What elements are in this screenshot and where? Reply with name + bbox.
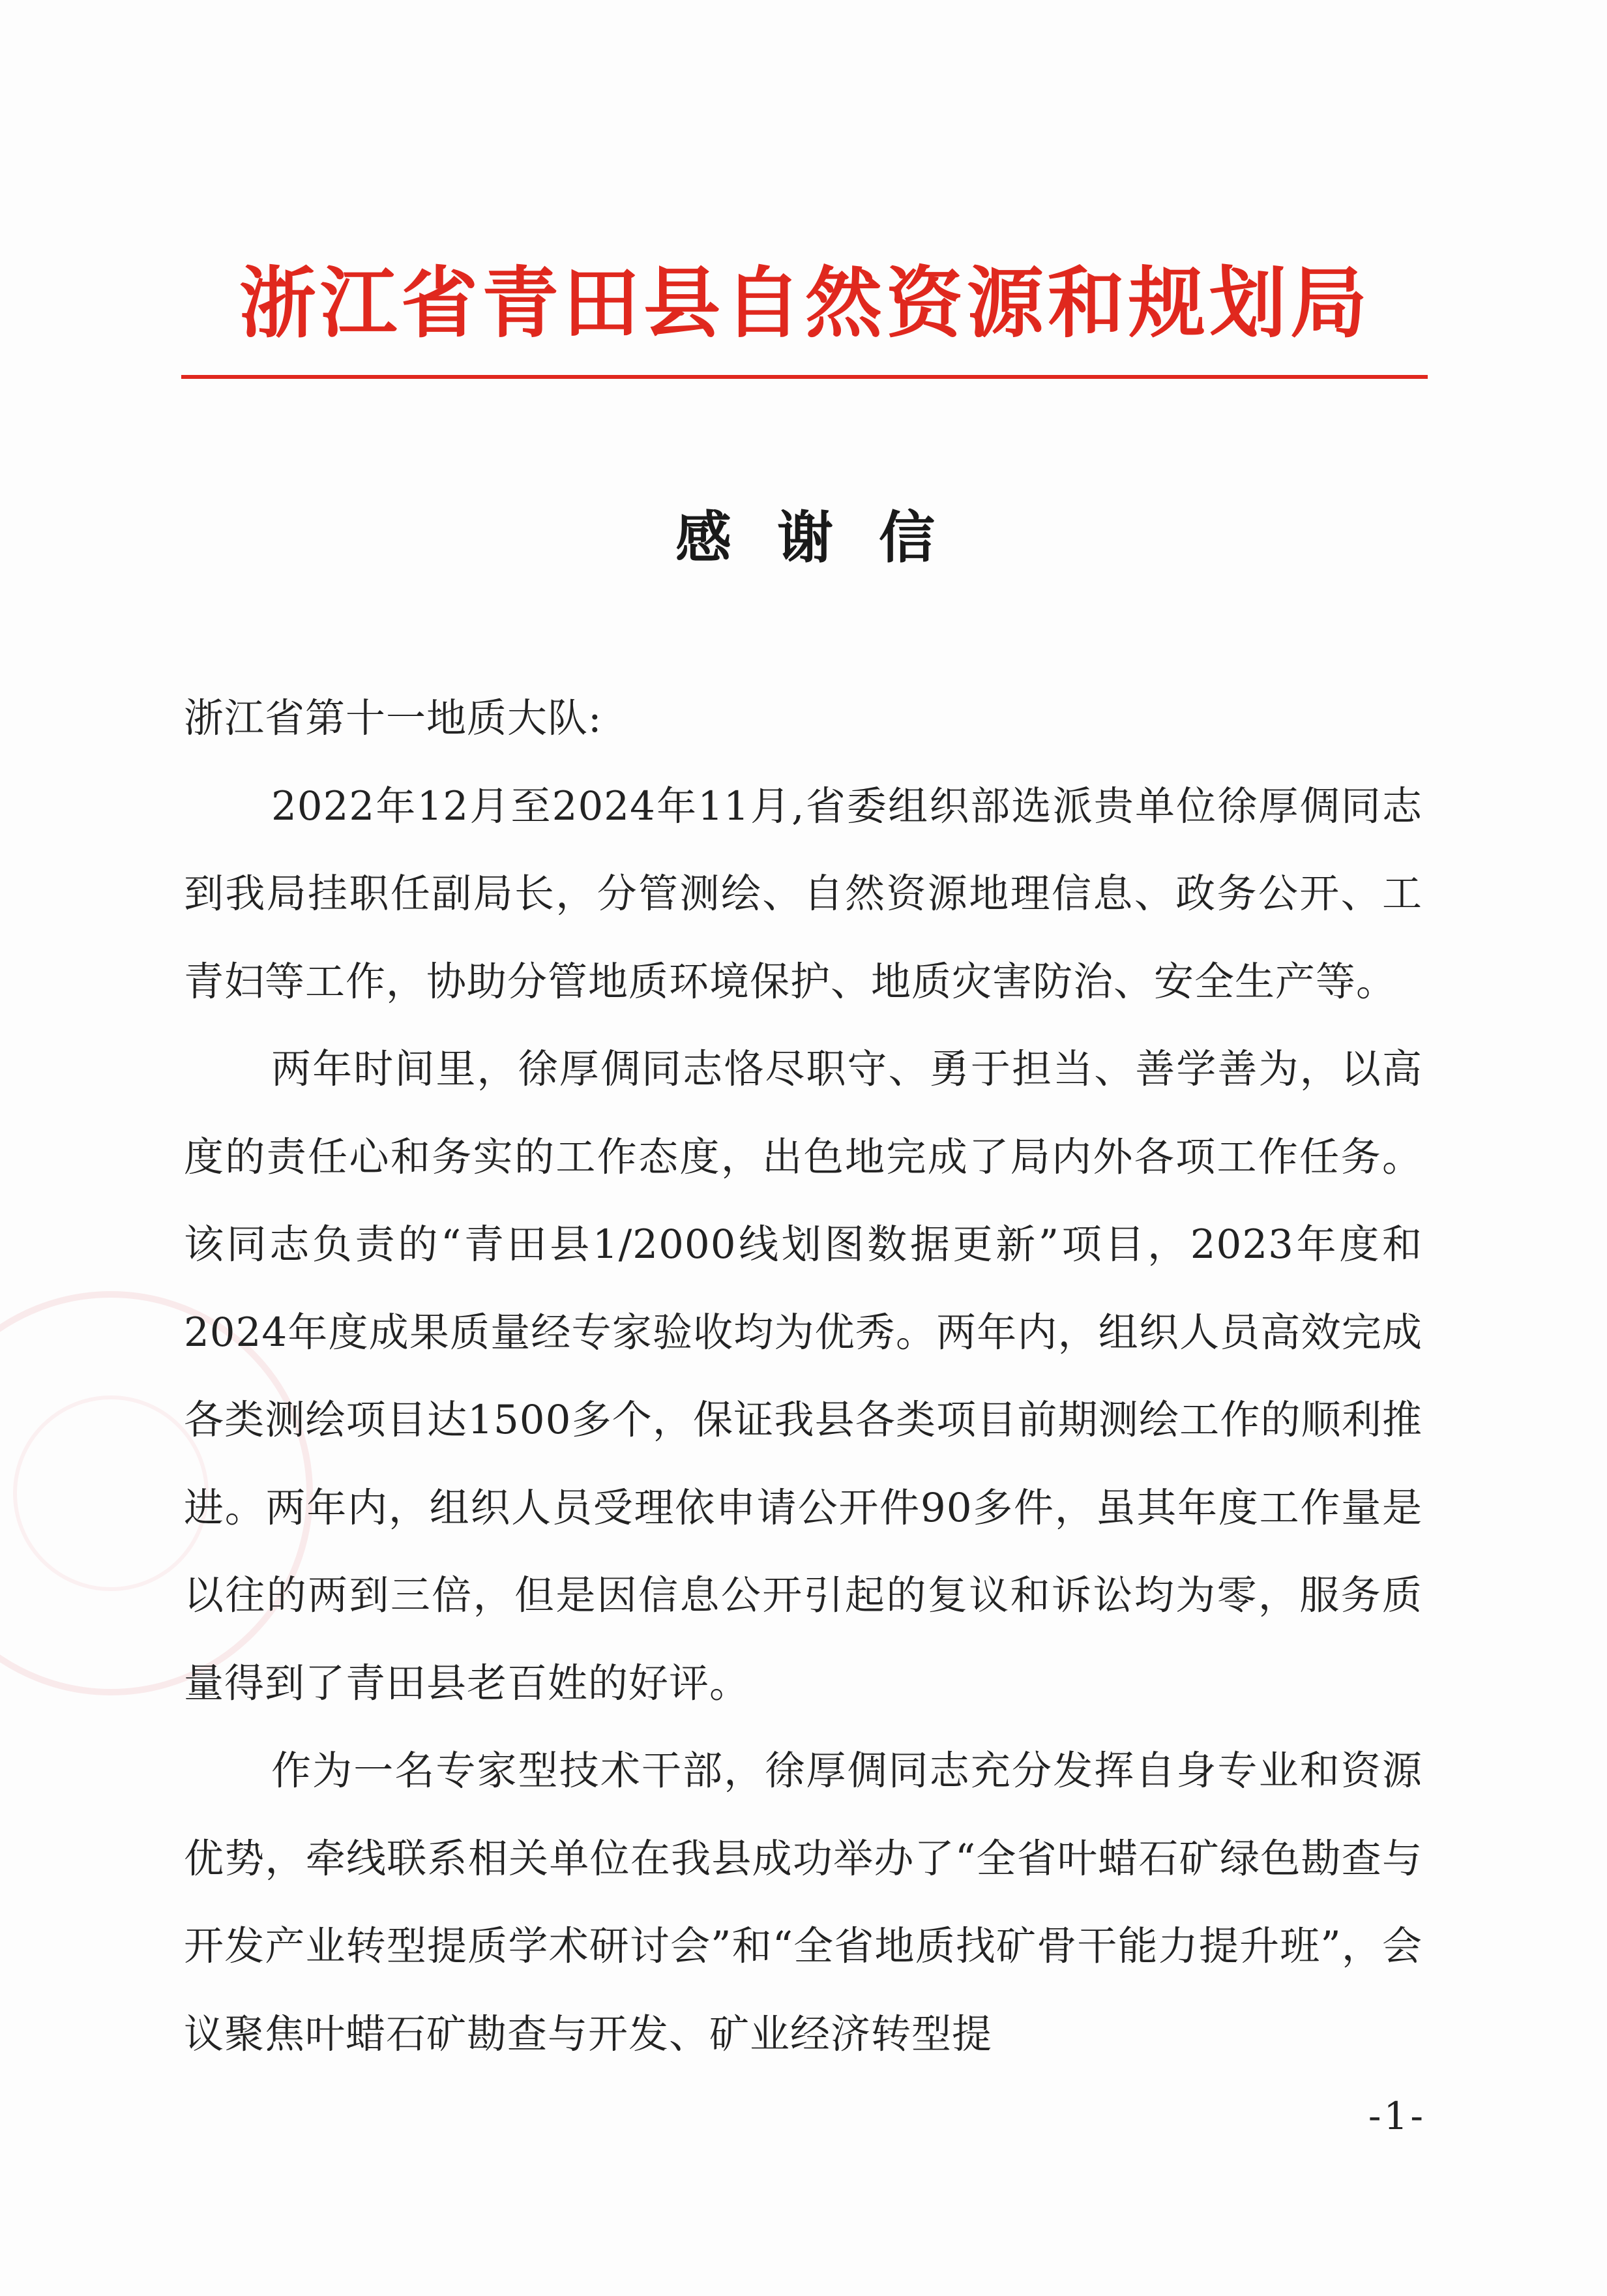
paragraph-1: 2022年12月至2024年11月,省委组织部选派贵单位徐厚倜同志到我局挂职任副局长，分管测绘、自然资源地理信息、政务公开、工青妇等工作，协助分管地质环境保护、地质灾害防治、安全生产等。 [184,783,1423,1005]
faint-seal-stamp-inner [13,1395,209,1591]
document-title: 感谢信 [675,505,980,571]
paragraph-3: 作为一名专家型技术干部，徐厚倜同志充分发挥自身专业和资源优势，牵线联系相关单位在我县成功举办了“全省叶蜡石矿绿色勘查与开发产业转型提质学术研讨会”和“全省地质找矿骨干能力提升班”，会议聚焦叶蜡石矿勘查与开发、矿业经济转型提 [184,1748,1423,2057]
salutation: 浙江省第十一地质大队: [184,695,602,741]
letterhead-red-rule [181,375,1428,379]
paragraph-2: 两年时间里，徐厚倜同志恪尽职守、勇于担当、善学善为，以高度的责任心和务实的工作态度，出色地完成了局内外各项工作任务。该同志负责的“青田县1/2000线划图数据更新”项目，2023年度和2024年度成果质量经专家验收均为优秀。两年内，组织人员高效完成各类测绘项目达1500多个，保证我县各类项目前期测绘工作的顺利推进。两年内，组织人员受理依申请公开件90多件，虽其年度工作量是以往的两到三倍，但是因信息公开引起的复议和诉讼均为零，服务质量得到了青田县老百姓的好评。 [184,1046,1423,1707]
letter-body [184,675,1423,2078]
letterhead-title: 浙江省青田县自然资源和规划局 [239,258,1371,348]
page-number: -1- [1368,2094,1426,2138]
